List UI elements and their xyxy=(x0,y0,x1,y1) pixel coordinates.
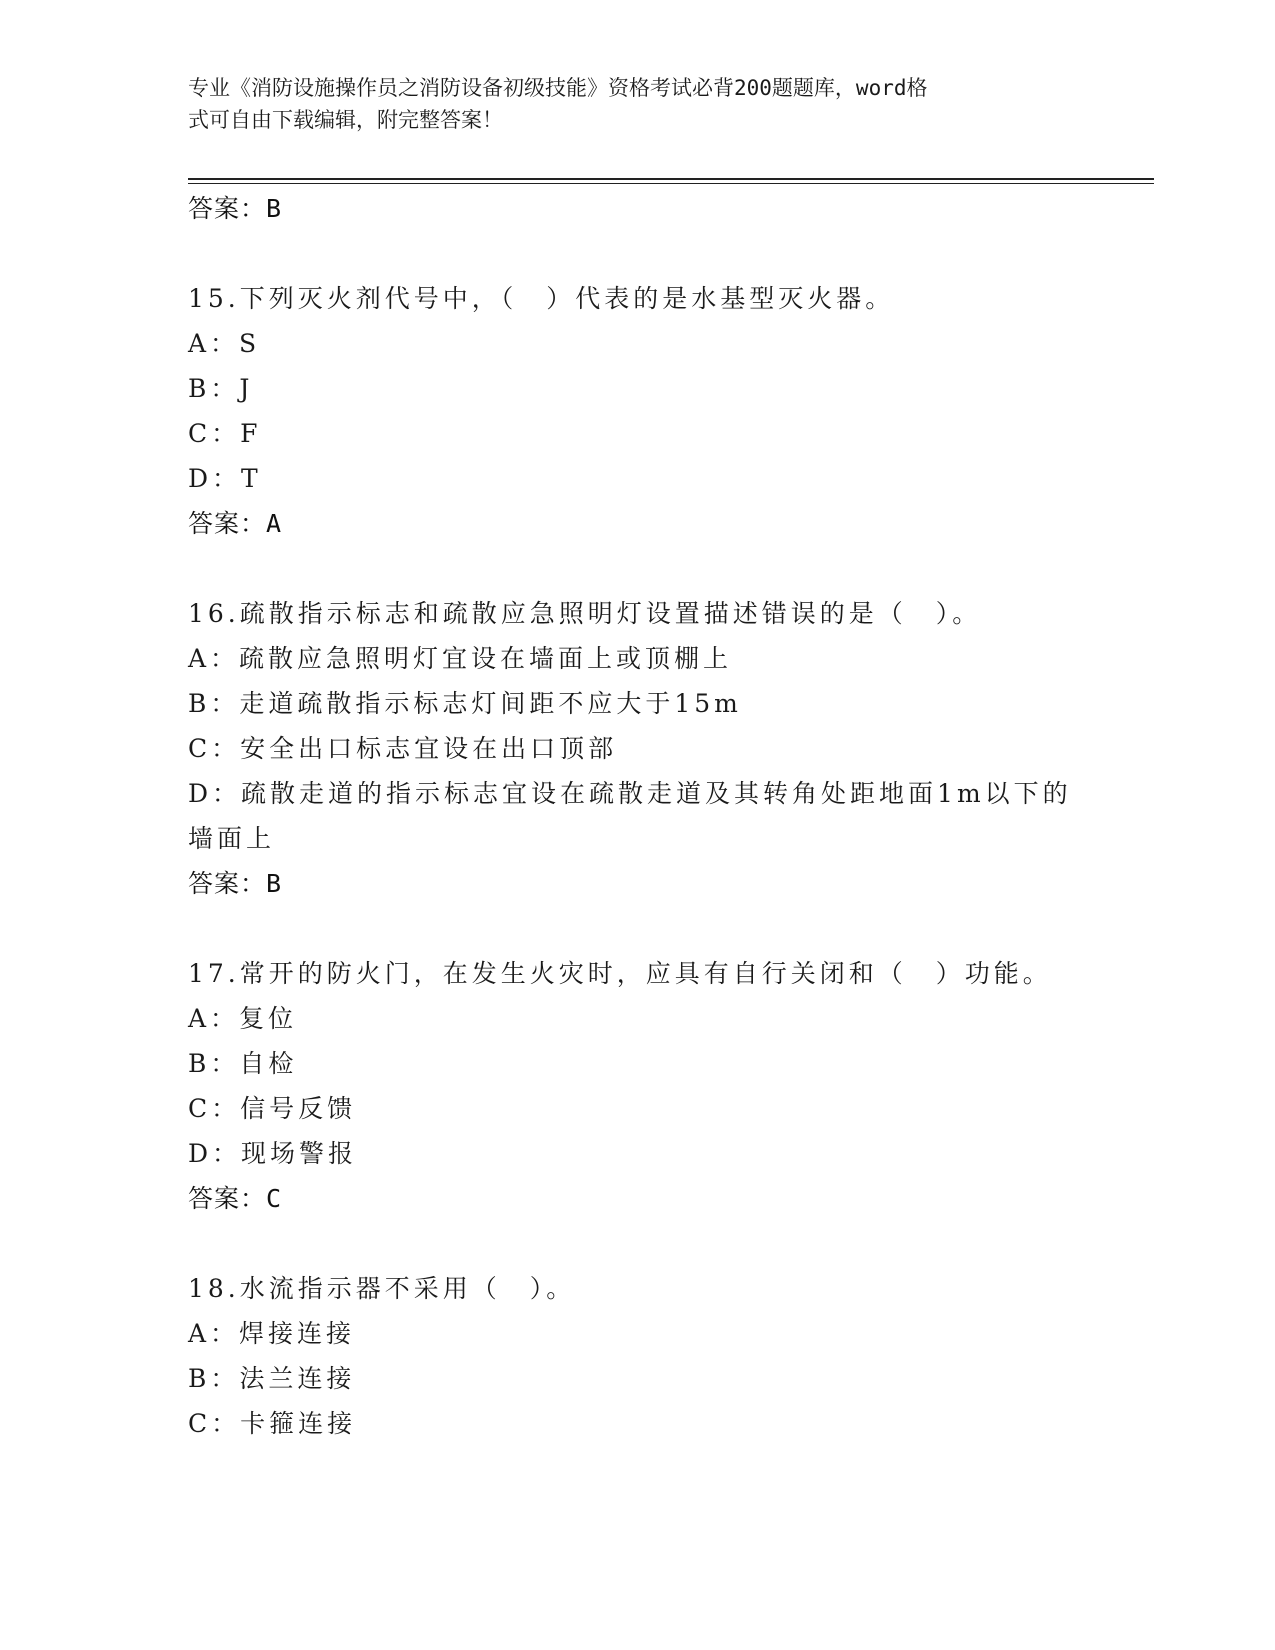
option-a: A：S xyxy=(188,329,261,358)
option-c: C：卡箍连接 xyxy=(188,1409,357,1438)
question-stem: 16.疏散指示标志和疏散应急照明灯设置描述错误的是（ ）。 xyxy=(188,599,982,628)
header-divider-thick xyxy=(188,178,1154,180)
option-b: B：J xyxy=(188,374,254,403)
header-line-1: 专业《消防设施操作员之消防设备初级技能》资格考试必背200题题库，word格 xyxy=(188,76,928,100)
option-a: A：疏散应急照明灯宜设在墙面上或顶棚上 xyxy=(188,644,733,673)
option-b: B：自检 xyxy=(188,1049,298,1078)
header-line-2: 式可自由下载编辑，附完整答案！ xyxy=(188,108,503,132)
question-stem: 15.下列灭火剂代号中，（ ）代表的是水基型灭火器。 xyxy=(188,284,895,313)
option-b: B：法兰连接 xyxy=(188,1364,356,1393)
page-header xyxy=(188,72,1068,136)
option-c: C：安全出口标志宜设在出口顶部 xyxy=(188,734,618,763)
option-d: D：疏散走道的指示标志宜设在疏散走道及其转角处距地面1m以下的 xyxy=(188,779,1072,808)
option-d: D：现场警报 xyxy=(188,1139,358,1168)
option-c: C：F xyxy=(188,419,262,448)
question-stem: 18.水流指示器不采用（ ）。 xyxy=(188,1274,576,1303)
option-a: A：复位 xyxy=(188,1004,298,1033)
option-c: C：信号反馈 xyxy=(188,1094,357,1123)
answer-label: 答案：A xyxy=(188,509,283,538)
option-a: A：焊接连接 xyxy=(188,1319,356,1348)
header-divider-thin xyxy=(188,183,1154,184)
question-stem: 17.常开的防火门，在发生火灾时，应具有自行关闭和（ ）功能。 xyxy=(188,959,1052,988)
answer-label: 答案：B xyxy=(188,869,283,898)
option-d: D：T xyxy=(188,464,262,493)
answer-label: 答案：B xyxy=(188,194,283,223)
answer-label: 答案：C xyxy=(188,1184,283,1213)
option-d-continued: 墙面上 xyxy=(188,824,276,853)
option-b: B：走道疏散指示标志灯间距不应大于15m xyxy=(188,689,742,718)
